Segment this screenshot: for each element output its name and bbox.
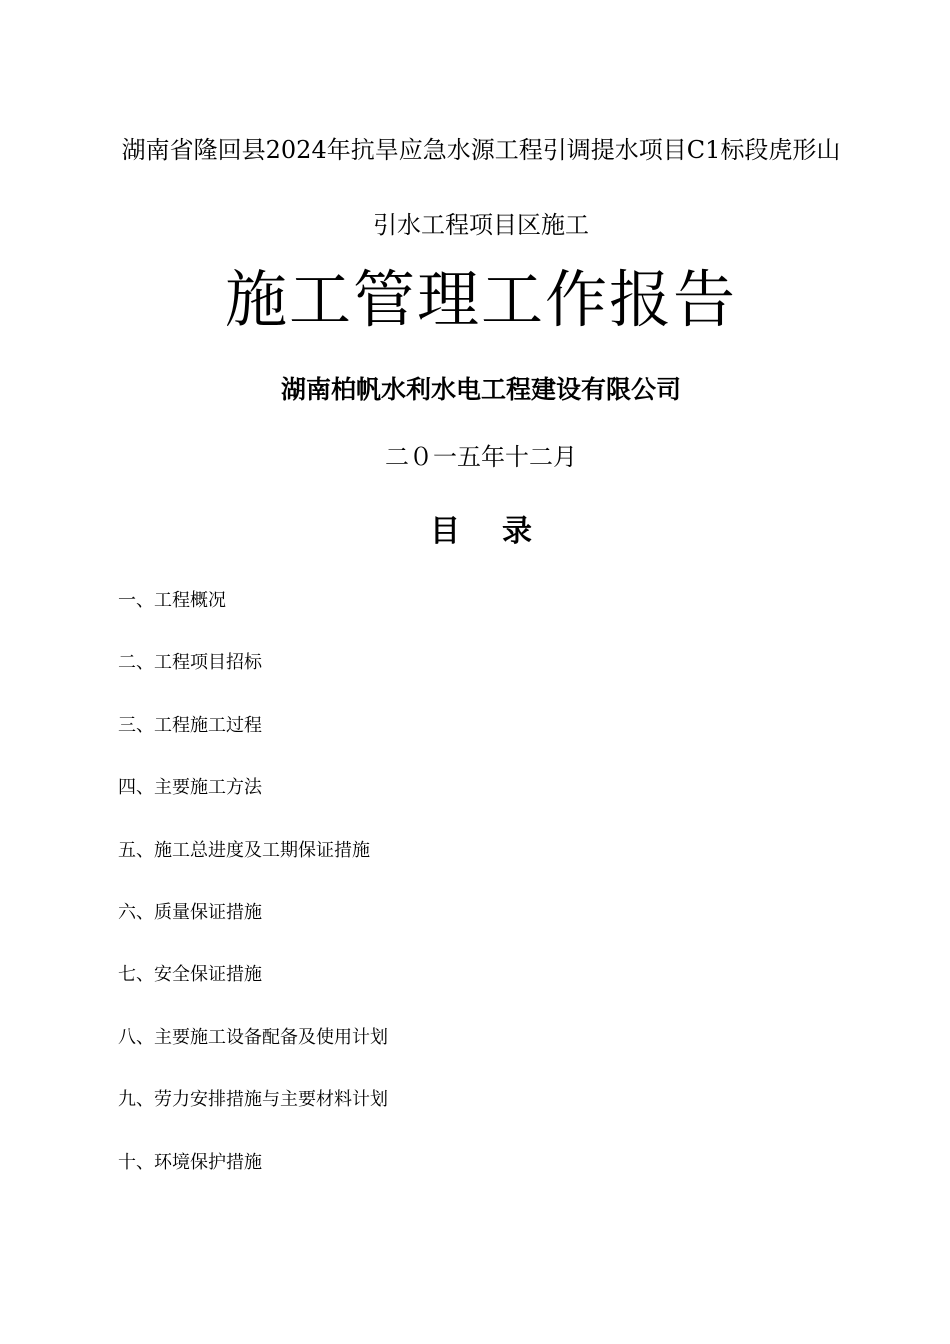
toc-list (118, 586, 388, 1210)
report-title: 施工管理工作报告 (224, 263, 737, 336)
company-name: 湖南柏帆水利水电工程建设有限公司 (280, 375, 681, 404)
toc-item[interactable]: 二、工程项目招标 (118, 652, 262, 674)
toc-item[interactable]: 九、劳力安排措施与主要材料计划 (118, 1089, 388, 1111)
toc-item[interactable]: 七、安全保证措施 (118, 964, 262, 986)
toc-item[interactable]: 八、主要施工设备配备及使用计划 (118, 1026, 388, 1048)
report-date: 二０一五年十二月 (385, 443, 577, 471)
toc-item[interactable]: 一、工程概况 (118, 590, 226, 611)
toc-item[interactable]: 十、环境保护措施 (118, 1151, 262, 1173)
toc-item[interactable]: 三、工程施工过程 (118, 714, 262, 736)
toc-item[interactable]: 六、质量保证措施 (118, 901, 262, 923)
toc-heading-char-2: 录 (502, 514, 532, 549)
toc-item[interactable]: 五、施工总进度及工期保证措施 (118, 839, 370, 861)
toc-heading (0, 512, 950, 552)
project-title-line-1: 湖南省隆回县2024年抗旱应急水源工程引调提水项目C1标段虎形山 (121, 136, 841, 164)
toc-heading-char-1: 目 (430, 514, 460, 549)
toc-item[interactable]: 四、主要施工方法 (118, 777, 262, 799)
project-title-line-2: 引水工程项目区施工 (373, 211, 589, 239)
